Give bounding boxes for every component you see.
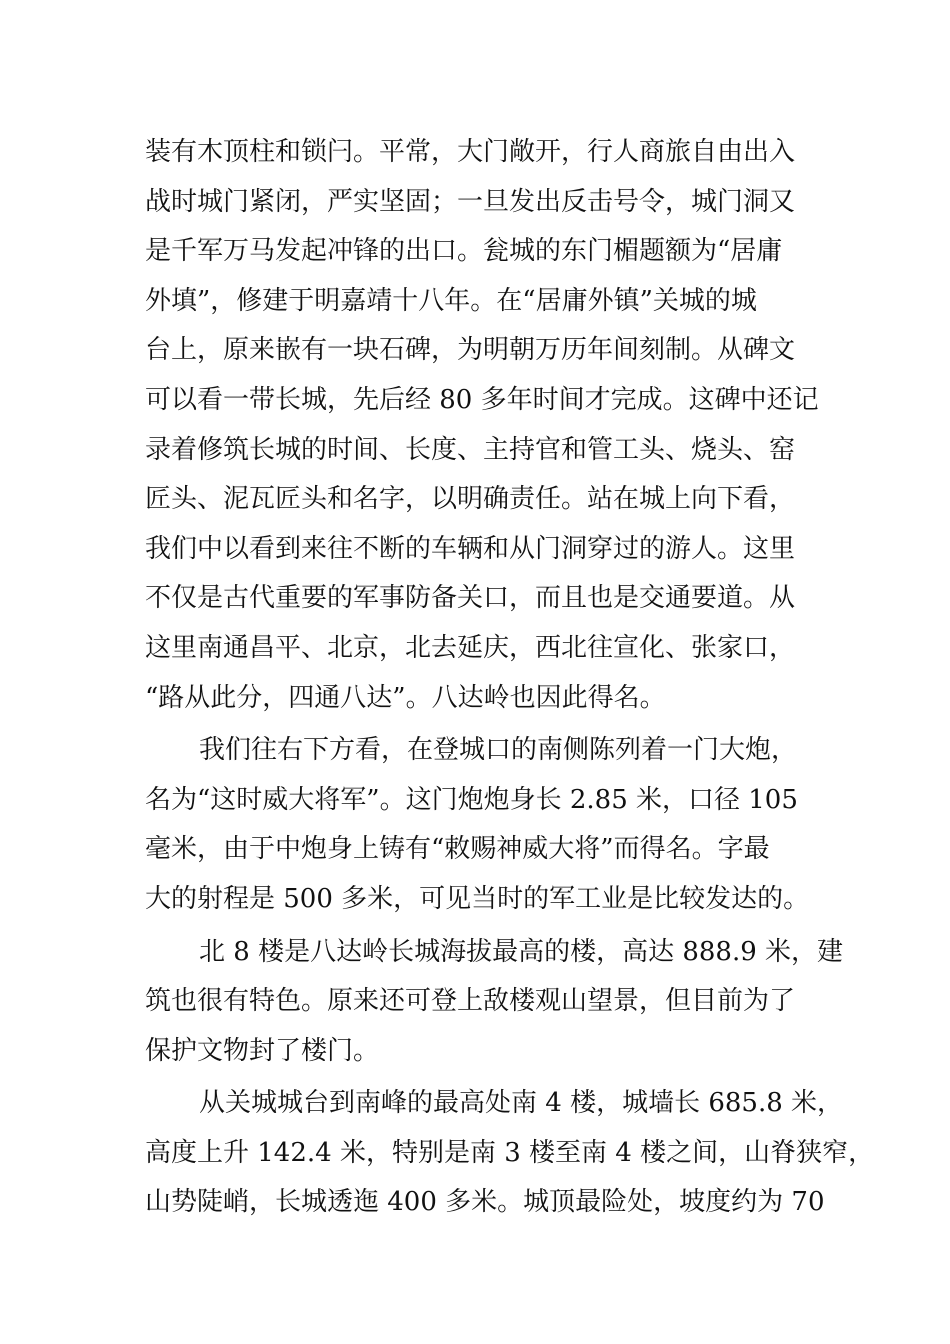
text-line: “路从此分，四通八达”。八达岭也因此得名。 (145, 682, 666, 713)
text-line: 不仅是古代重要的军事防备关口，而且也是交通要道。从 (145, 583, 796, 614)
text-line: 可以看一带长城，先后经 80 多年时间才完成。这碑中还记 (145, 384, 819, 415)
text-line: 我们中以看到来往不断的车辆和从门洞穿过的游人。这里 (145, 533, 796, 564)
text-line: 台上，原来嵌有一块石碑，为明朝万历年间刻制。从碑文 (145, 335, 796, 366)
text-line: 名为“这时威大将军”。这门炮炮身长 2.85 米，口径 105 (145, 784, 798, 815)
text-line: 匠头、泥瓦匠头和名字，以明确责任。站在城上向下看， (145, 484, 796, 515)
text-line: 从关城城台到南峰的最高处南 4 楼，城墙长 685.8 米， (199, 1088, 844, 1119)
paragraph-1 (145, 128, 825, 723)
text-line: 大的射程是 500 多米，可见当时的军工业是比较发达的。 (145, 883, 810, 914)
text-line: 北 8 楼是八达岭长城海拔最高的楼，高达 888.9 米，建 (199, 936, 844, 967)
text-line: 是千军万马发起冲锋的出口。瓮城的东门楣题额为“居庸 (145, 236, 783, 267)
text-line: 高度上升 142.4 米，特别是南 3 楼至南 4 楼之间，山脊狭窄， (145, 1137, 875, 1168)
paragraph-4 (145, 1079, 875, 1228)
text-line: 这里南通昌平、北京，北去延庆，西北往宣化、张家口， (145, 632, 796, 663)
text-line: 山势陡峭，长城透迤 400 多米。城顶最险处，坡度约为 70 (145, 1187, 825, 1218)
paragraph-3 (145, 928, 844, 1077)
document-body (145, 128, 875, 1228)
text-line: 录着修筑长城的时间、长度、主持官和管工头、烧头、窑 (145, 434, 796, 465)
text-line: 筑也很有特色。原来还可登上敌楼观山望景，但目前为了 (145, 986, 796, 1017)
text-line: 装有木顶柱和锁闩。平常，大门敞开，行人商旅自由出入 (145, 137, 796, 167)
text-line: 战时城门紧闭，严实坚固；一旦发出反击号令，城门洞又 (145, 186, 796, 217)
text-line: 保护文物封了楼门。 (145, 1035, 380, 1066)
paragraph-2 (145, 726, 825, 924)
text-line: 毫米，由于中炮身上铸有“敕赐神威大将”而得名。字最 (145, 834, 770, 865)
text-line: 外填”，修建于明嘉靖十八年。在“居庸外镇”关城的城 (145, 285, 757, 316)
text-line: 我们往右下方看，在登城口的南侧陈列着一门大炮， (199, 735, 798, 766)
